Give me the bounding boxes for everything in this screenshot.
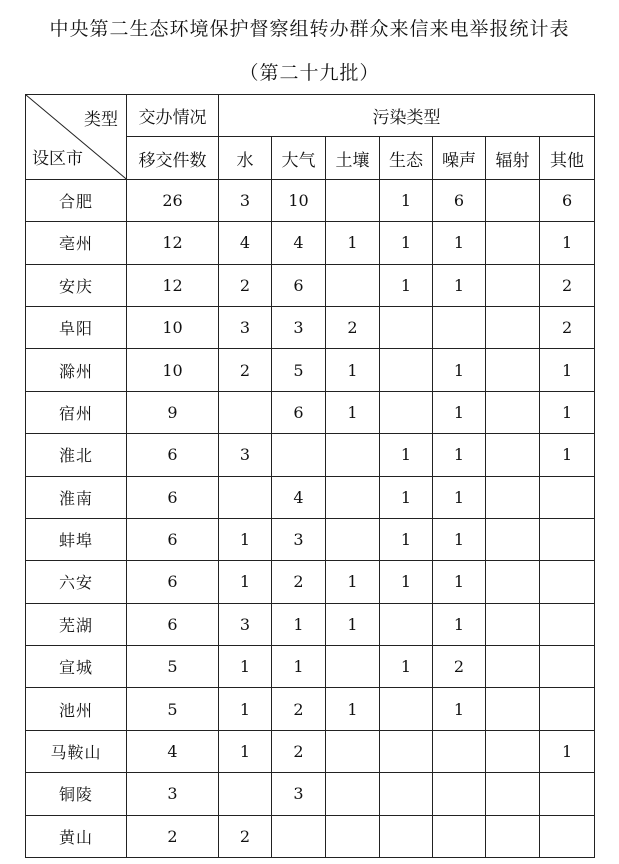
type-header-soil: 土壤 [326, 137, 380, 179]
count-cell-soil [326, 730, 380, 772]
count-cell-soil: 1 [326, 222, 380, 264]
count-cell-eco: 1 [380, 179, 433, 221]
count-cell-other: 1 [540, 730, 595, 772]
count-cell-soil: 1 [326, 688, 380, 730]
count-cell-air: 1 [272, 646, 326, 688]
count-cell-water [219, 391, 272, 433]
table-row [26, 773, 595, 815]
count-cell-total: 10 [127, 306, 219, 348]
count-cell-radiation [486, 391, 540, 433]
count-cell-radiation [486, 264, 540, 306]
count-cell-other [540, 476, 595, 518]
count-cell-radiation [486, 773, 540, 815]
count-cell-water [219, 476, 272, 518]
count-cell-water: 3 [219, 306, 272, 348]
count-cell-radiation [486, 349, 540, 391]
table-row [26, 603, 595, 645]
table-row [26, 306, 595, 348]
city-cell: 宿州 [26, 391, 127, 433]
count-cell-water: 1 [219, 561, 272, 603]
table-row [26, 391, 595, 433]
table-row [26, 476, 595, 518]
count-cell-eco [380, 306, 433, 348]
count-cell-noise [433, 730, 486, 772]
document-title: 中央第二生态环境保护督察组转办群众来信来电举报统计表 [49, 18, 570, 40]
count-cell-noise: 1 [433, 518, 486, 560]
table-row [26, 646, 595, 688]
count-cell-air: 2 [272, 730, 326, 772]
table-row [26, 434, 595, 476]
count-cell-total: 6 [127, 434, 219, 476]
count-cell-other [540, 815, 595, 857]
count-cell-radiation [486, 434, 540, 476]
city-cell: 淮南 [26, 476, 127, 518]
count-cell-radiation [486, 815, 540, 857]
count-cell-soil [326, 773, 380, 815]
count-cell-air: 6 [272, 391, 326, 433]
count-cell-total: 10 [127, 349, 219, 391]
city-cell: 池州 [26, 688, 127, 730]
count-cell-water: 1 [219, 646, 272, 688]
count-cell-water: 2 [219, 815, 272, 857]
count-cell-eco: 1 [380, 646, 433, 688]
city-cell: 铜陵 [26, 773, 127, 815]
count-cell-water: 2 [219, 349, 272, 391]
type-header-other: 其他 [540, 137, 595, 179]
count-cell-other [540, 646, 595, 688]
count-cell-other: 1 [540, 222, 595, 264]
count-cell-water: 4 [219, 222, 272, 264]
count-cell-noise: 1 [433, 561, 486, 603]
count-cell-air: 2 [272, 561, 326, 603]
count-cell-other: 1 [540, 349, 595, 391]
table-row [26, 349, 595, 391]
count-cell-other: 2 [540, 264, 595, 306]
count-cell-soil: 1 [326, 603, 380, 645]
table-row [26, 730, 595, 772]
header-row-1 [26, 95, 595, 137]
count-cell-soil [326, 434, 380, 476]
count-cell-total: 5 [127, 688, 219, 730]
count-cell-air: 3 [272, 518, 326, 560]
count-cell-eco [380, 815, 433, 857]
table-row [26, 561, 595, 603]
count-cell-air: 6 [272, 264, 326, 306]
count-cell-total: 12 [127, 222, 219, 264]
count-cell-eco [380, 391, 433, 433]
table-row [26, 688, 595, 730]
count-cell-eco [380, 773, 433, 815]
count-cell-total: 26 [127, 179, 219, 221]
count-cell-soil [326, 646, 380, 688]
table-row [26, 264, 595, 306]
city-cell: 宣城 [26, 646, 127, 688]
count-cell-water: 1 [219, 688, 272, 730]
count-cell-eco [380, 730, 433, 772]
count-cell-eco [380, 603, 433, 645]
table-body [26, 179, 595, 857]
type-header-ecology: 生态 [380, 137, 433, 179]
city-cell: 蚌埠 [26, 518, 127, 560]
count-cell-eco [380, 349, 433, 391]
count-cell-soil [326, 518, 380, 560]
count-cell-radiation [486, 306, 540, 348]
count-cell-total: 12 [127, 264, 219, 306]
count-cell-noise: 1 [433, 603, 486, 645]
count-cell-noise [433, 815, 486, 857]
table-row [26, 222, 595, 264]
count-cell-noise: 1 [433, 349, 486, 391]
count-cell-other: 2 [540, 306, 595, 348]
table-row [26, 518, 595, 560]
corner-header-cell [26, 95, 127, 180]
count-cell-other [540, 688, 595, 730]
count-cell-air: 4 [272, 222, 326, 264]
count-cell-radiation [486, 222, 540, 264]
count-cell-other: 1 [540, 434, 595, 476]
city-cell: 芜湖 [26, 603, 127, 645]
count-cell-noise: 2 [433, 646, 486, 688]
count-cell-eco: 1 [380, 561, 433, 603]
count-cell-eco: 1 [380, 476, 433, 518]
table-row [26, 815, 595, 857]
count-cell-soil: 2 [326, 306, 380, 348]
type-header-radiation: 辐射 [486, 137, 540, 179]
count-cell-noise [433, 773, 486, 815]
count-cell-other [540, 518, 595, 560]
count-cell-total: 6 [127, 476, 219, 518]
count-cell-air: 10 [272, 179, 326, 221]
count-cell-eco [380, 688, 433, 730]
count-cell-water: 3 [219, 603, 272, 645]
count-cell-noise: 6 [433, 179, 486, 221]
city-cell: 马鞍山 [26, 730, 127, 772]
type-header-water: 水 [219, 137, 272, 179]
count-cell-radiation [486, 688, 540, 730]
count-cell-soil [326, 179, 380, 221]
count-cell-radiation [486, 561, 540, 603]
count-cell-radiation [486, 518, 540, 560]
transfer-group-header: 交办情况 [127, 95, 219, 137]
count-cell-air [272, 815, 326, 857]
count-cell-eco: 1 [380, 264, 433, 306]
city-cell: 黄山 [26, 815, 127, 857]
corner-type-label: 类型 [84, 110, 118, 130]
count-cell-total: 6 [127, 518, 219, 560]
count-cell-eco: 1 [380, 222, 433, 264]
count-cell-total: 3 [127, 773, 219, 815]
count-cell-air: 3 [272, 306, 326, 348]
count-cell-total: 2 [127, 815, 219, 857]
count-cell-air [272, 434, 326, 476]
count-cell-radiation [486, 730, 540, 772]
count-cell-radiation [486, 646, 540, 688]
city-cell: 淮北 [26, 434, 127, 476]
count-cell-air: 5 [272, 349, 326, 391]
count-cell-water: 1 [219, 730, 272, 772]
count-cell-eco: 1 [380, 434, 433, 476]
count-cell-total: 9 [127, 391, 219, 433]
count-cell-air: 1 [272, 603, 326, 645]
count-cell-water: 2 [219, 264, 272, 306]
count-cell-air: 2 [272, 688, 326, 730]
count-cell-total: 5 [127, 646, 219, 688]
count-cell-radiation [486, 476, 540, 518]
count-cell-noise: 1 [433, 434, 486, 476]
count-cell-noise: 1 [433, 476, 486, 518]
count-cell-noise: 1 [433, 391, 486, 433]
corner-city-label: 设区市 [32, 148, 83, 169]
count-cell-noise: 1 [433, 222, 486, 264]
count-cell-water: 1 [219, 518, 272, 560]
city-cell: 安庆 [26, 264, 127, 306]
count-cell-soil: 1 [326, 349, 380, 391]
count-cell-water [219, 773, 272, 815]
count-cell-noise: 1 [433, 264, 486, 306]
count-cell-soil: 1 [326, 561, 380, 603]
type-header-air: 大气 [272, 137, 326, 179]
count-cell-total: 6 [127, 603, 219, 645]
count-cell-other [540, 561, 595, 603]
count-cell-soil [326, 476, 380, 518]
transfer-count-header: 移交件数 [127, 137, 219, 179]
count-cell-radiation [486, 179, 540, 221]
count-cell-other [540, 603, 595, 645]
count-cell-water: 3 [219, 434, 272, 476]
document-subtitle: （第二十九批） [239, 62, 380, 84]
city-cell: 合肥 [26, 179, 127, 221]
type-header-noise: 噪声 [433, 137, 486, 179]
count-cell-other [540, 773, 595, 815]
count-cell-radiation [486, 603, 540, 645]
table-row [26, 179, 595, 221]
count-cell-water: 3 [219, 179, 272, 221]
pollution-group-header: 污染类型 [219, 95, 595, 137]
count-cell-soil [326, 264, 380, 306]
count-cell-eco: 1 [380, 518, 433, 560]
count-cell-total: 4 [127, 730, 219, 772]
count-cell-other: 1 [540, 391, 595, 433]
count-cell-noise [433, 306, 486, 348]
count-cell-soil: 1 [326, 391, 380, 433]
city-cell: 阜阳 [26, 306, 127, 348]
count-cell-total: 6 [127, 561, 219, 603]
city-cell: 滁州 [26, 349, 127, 391]
count-cell-other: 6 [540, 179, 595, 221]
count-cell-air: 3 [272, 773, 326, 815]
city-cell: 亳州 [26, 222, 127, 264]
count-cell-noise: 1 [433, 688, 486, 730]
count-cell-air: 4 [272, 476, 326, 518]
city-cell: 六安 [26, 561, 127, 603]
count-cell-soil [326, 815, 380, 857]
statistics-table [25, 94, 595, 858]
